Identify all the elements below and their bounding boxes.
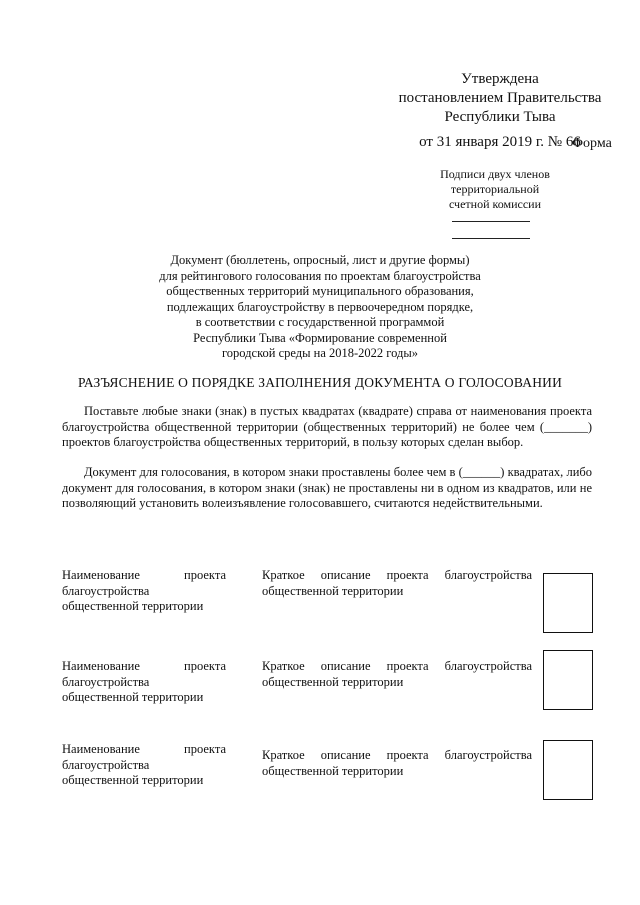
project-description: Краткое описание проекта благоустройства общественной территории	[262, 568, 532, 598]
document-title-line: общественных территорий муниципального образования,	[166, 284, 474, 298]
vote-checkbox-3[interactable]	[543, 740, 593, 800]
document-title-line: в соответствии с государственной программой	[195, 315, 445, 329]
signatures-block	[420, 167, 570, 212]
document-title-line: городской среды на 2018-2022 годы»	[221, 346, 419, 360]
project-name: Наименование проекта благоустройства общественной территории	[62, 568, 226, 613]
vote-checkbox-2[interactable]	[543, 650, 593, 710]
document-title-line: для рейтингового голосования по проектам благоустройства	[159, 268, 481, 283]
approval-line: постановлением Правительства	[398, 90, 602, 106]
explanation-heading: РАЗЪЯСНЕНИЕ О ПОРЯДКЕ ЗАПОЛНЕНИЯ ДОКУМЕНТА О ГОЛОСОВАНИИ	[77, 375, 563, 390]
form-label: Форма	[572, 136, 612, 151]
signatures-line: территориальной	[450, 182, 540, 196]
project-description: Краткое описание проекта благоустройства общественной территории	[262, 748, 532, 778]
project-name: Наименование проекта благоустройства общественной территории	[62, 659, 226, 704]
project-name: Наименование проекта благоустройства общественной территории	[62, 742, 226, 787]
approval-line: Республики Тыва	[444, 109, 556, 125]
explanation-paragraph-2: Документ для голосования, в котором знаки проставлены более чем в (______) квадратах, либо документ для голосования, в котором знаки (знак) не проставлены ни в одном из квадратов, или не позволяющий установить волеизъявление голосовавшего, считаются недействительными.	[62, 465, 592, 510]
document-title-line: Документ (бюллетень, опросный, лист и другие формы)	[170, 253, 470, 267]
signature-line-1[interactable]	[452, 221, 530, 222]
approval-line: Утверждена	[461, 71, 539, 87]
vote-checkbox-1[interactable]	[543, 573, 593, 633]
signatures-line: Подписи двух членов	[440, 167, 550, 181]
document-title	[120, 253, 520, 362]
approval-date-line: от 31 января 2019 г. № 66	[419, 134, 581, 150]
project-description: Краткое описание проекта благоустройства общественной территории	[262, 659, 532, 689]
explanation-paragraph-1: Поставьте любые знаки (знак) в пустых квадратах (квадрате) справа от наименования проекта благоустройства общественной территории (общественных территорий) не более чем (_______) проектов благоустройства общественных территорий, в пользу которых сделан выбор.	[62, 404, 592, 449]
document-title-line: подлежащих благоустройству в первоочередном порядке,	[166, 299, 474, 314]
signatures-line: счетной комиссии	[448, 197, 542, 211]
document-title-line: Республики Тыва «Формирование современной	[193, 330, 447, 345]
signature-line-2[interactable]	[452, 238, 530, 239]
